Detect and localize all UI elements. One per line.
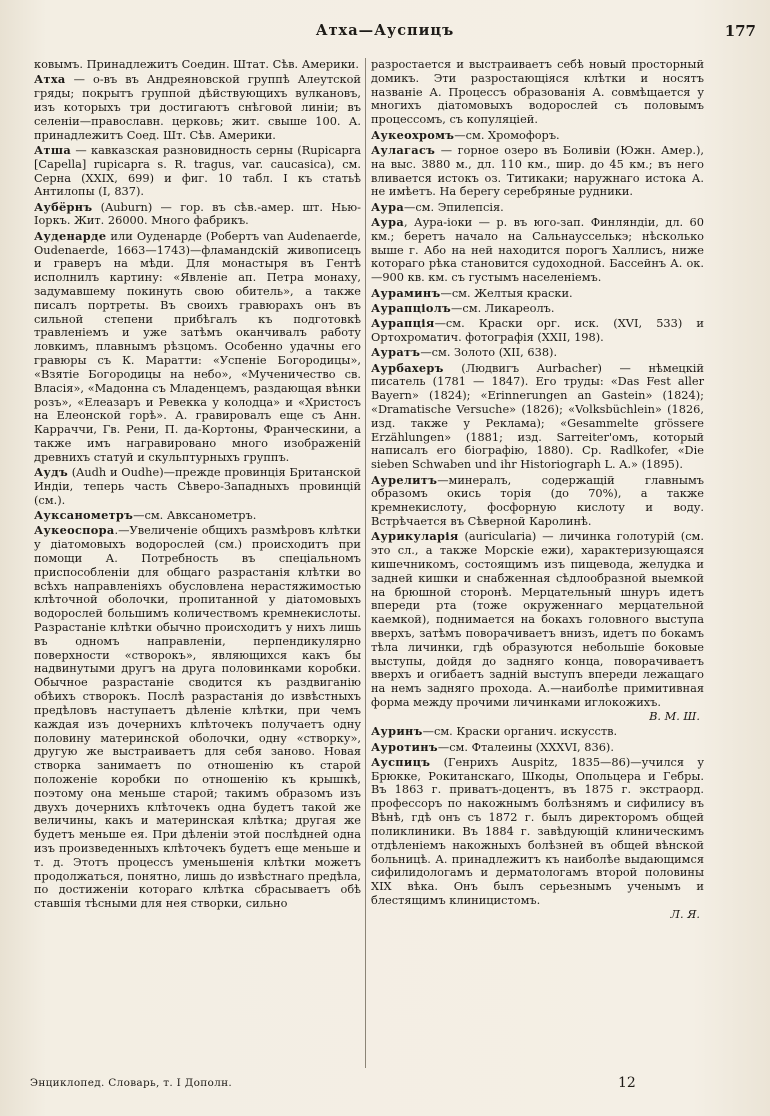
- entry-text: —см. Фталеины (XXXVI, 836).: [437, 739, 614, 754]
- dictionary-entry: [371, 741, 704, 755]
- entry-text: (Audh и Oudhe)—прежде провинція Британской Индіи, теперь часть Сѣверо-Западныхъ провинцій (см.).: [34, 465, 361, 507]
- dictionary-entry: [371, 317, 704, 345]
- footer-signature-mark: Энциклопед. Словарь, т. I Дополн.: [30, 1077, 233, 1089]
- entry-headword: Аурелитъ: [371, 472, 438, 487]
- dictionary-entry: [371, 474, 704, 529]
- author-signature: В. М. Ш.: [649, 708, 700, 723]
- entry-headword: Ауксанометръ: [34, 508, 134, 522]
- entry-text: —см. Краски орг. иск. (XVI, 533) и Ортохроматич. фотографія (XXII, 198).: [371, 316, 704, 344]
- dictionary-entry: [34, 73, 361, 142]
- dictionary-entry: [371, 201, 704, 215]
- entry-text: (auricularia) — личинка голотурій (см. это сл., а также Морскіе ежи), характеризующаяся кишечникомъ, состоящимъ изъ пищевода, желудка и задней кишки и снабженная сѣдлообразной выемкой на брюшной сторонѣ. Мерцательный шнуръ идетъ впереди рта (тоже окруженнаго мерцательной каемкой), поднимается на бокахъ головного выступа вверхъ, затѣмъ поворачиваетъ внизъ, идетъ по бокамъ тѣла личинки, гдѣ образуются небольшіе боковые выступы, дойдя до задняго конца, поворачиваетъ вверхъ и огибаетъ задній выступъ впереди лежащаго на немъ задняго прохода. А.—наиболѣе примитивная форма между прочими личинками иглокожихъ.: [371, 529, 704, 710]
- dictionary-entry: [34, 201, 361, 229]
- entry-headword: Аурбахеръ: [371, 360, 444, 375]
- entry-headword: Ауротинъ: [371, 739, 438, 754]
- running-title: Атха—Ауспицъ: [315, 22, 455, 39]
- dictionary-entry: [371, 756, 704, 922]
- entry-text: —см. Авксанометръ.: [133, 508, 257, 522]
- dictionary-entry: [34, 144, 361, 199]
- entry-headword: Аураминъ: [371, 285, 441, 300]
- entry-text: ковымъ. Принадлежитъ Соедин. Штат. Сѣв. Америки.: [34, 57, 359, 71]
- dictionary-entry: [371, 725, 704, 739]
- entry-headword: Аукеоспора: [34, 523, 115, 538]
- entry-text: (Генрихъ Auspitz, 1835—86)—учился у Брюкке, Рокитанскаго, Шкоды, Опольцера и Гебры. Въ 1863 г. приватъ-доцентъ, въ 1875 г. экстраорд. профессоръ по накожнымъ болѣзнямъ и сифилису въ Вѣнѣ, гдѣ онъ съ 1872 г. былъ директоромъ общей поликлиники. Въ 1884 г. завѣдующій клиническимъ отдѣленіемъ накожныхъ болѣзней въ общей вѣнской больницѣ. А. принадлежитъ къ наиболѣе выдающимся сифилидологамъ и дерматологамъ второй половины XIX вѣка. Онъ былъ серьезнымъ ученымъ и блестящимъ клиницистомъ.: [371, 754, 704, 907]
- entry-headword: Аура: [371, 214, 404, 229]
- entry-text: —см. Эпилепсія.: [403, 199, 504, 214]
- entry-headword: Аудъ: [34, 465, 68, 480]
- dictionary-entry: [34, 230, 361, 465]
- entry-text: .—Увеличеніе общихъ размѣровъ клѣтки у діатомовыхъ водорослей (см.) происходитъ при помощи А. Потребность въ спеціальномъ приспособленіи для общаго разрастанія клѣтки во всѣхъ направленіяхъ обусловлена нерастяжимостью клѣточной оболочки, пропитанной у діатомовыхъ водорослей большимъ количествомъ кремнекислоты. Разрастаніе клѣтки обычно происходитъ у нихъ лишь въ одномъ направленіи, перпендикулярно поверхности «створокъ», являющихся какъ бы надвинутыми другъ на друга половинками коробки. Обычное разрастаніе сводится къ раздвиганію обѣихъ створокъ. Послѣ разрастанія до извѣстныхъ предѣловъ наступаетъ дѣленіе клѣтки, при чемъ каждая изъ дочернихъ клѣточекъ получаетъ одну половину материнской оболочки, одну «створку», другую же выстраиваетъ для себя заново. Новая створка занимаетъ по отношенію къ старой положеніе коробки по отношенію къ крышкѣ, поэтому она меньше старой; такимъ образомъ изъ двухъ дочернихъ клѣточекъ одна будетъ такой же величины, какъ и материнская клѣтка; другая же будетъ меньше ея. При дѣленіи этой послѣдней одна изъ произведенныхъ клѣточекъ будетъ еще меньше и т. д. Этотъ процессъ уменьшенія клѣтки можетъ продолжаться, понятно, лишь до извѣстнаго предѣла, по достиженіи котораго клѣтка сбрасываетъ обѣ ставшія тѣсными для нея створки, сильно: [34, 523, 361, 911]
- dictionary-entry: [34, 509, 361, 523]
- entry-text: — кавказская разновидность серны (Rupicapra [Capella] rupicapra s. R. tragus, var. caucasica), см. Серна (XXIX, 699) и фиг. 10 табл. I къ статьѣ Антилопы (I, 837).: [34, 142, 361, 199]
- author-signature: Л. Я.: [670, 906, 700, 921]
- page-number: 177: [724, 22, 756, 40]
- dictionary-entry: [371, 216, 704, 285]
- dictionary-entry: [371, 362, 704, 473]
- entry-headword: Аукеохромъ: [371, 127, 455, 142]
- entry-text: —минералъ, содержащій главнымъ образомъ окись торія (до 70%), а также кремнекислоту, фосфорную кислоту и воду. Встрѣчается въ Сѣверной Каролинѣ.: [371, 472, 704, 528]
- entry-headword: Аурапціолъ: [371, 300, 452, 315]
- entry-text: —см. Желтыя краски.: [440, 285, 573, 300]
- entry-text: —см. Золото (XII, 638).: [420, 345, 558, 360]
- entry-text: , Аура-іоки — р. въ юго-зап. Финляндіи, дл. 60 км.; беретъ начало на Сальнаусселькэ; нѣсколько выше г. Або на ней находится порогъ Халлисъ, ниже котораго рѣка становится судоходной. Бассейнъ А. ок.—900 кв. км. съ густымъ населеніемъ.: [371, 214, 704, 285]
- entry-text: разростается и выстраиваетъ себѣ новый просторный домикъ. Эти разростающіяся клѣтки и носятъ названіе А. Процессъ образованія А. совмѣщается у многихъ діатомовыхъ водорослей съ половымъ процессомъ, съ копуляціей.: [371, 57, 704, 127]
- entry-text: или Оуденарде (Робертъ van Audenaerde, Oudenaerde, 1663—1743)—фламандскій живописецъ и граверъ на мѣди. Для монастыря въ Гентѣ исполнилъ картину: «Явленіе ап. Петра монаху, задумавшему покинуть свою обитель», а также писалъ портреты. Въ своихъ гравюрахъ онъ въ сильной степени прибѣгалъ къ подготовкѣ травленіемъ и уже затѣмъ оканчивалъ работу ловкимъ, плавнымъ рѣзцомъ. Особенно удачны его гравюры съ К. Маратти: «Успеніе Богородицы», «Взятіе Богородицы на небо», «Мученичество св. Власія», «Мадонна съ Младенцемъ, раздающая вѣнки розъ», «Елеазаръ и Ревекка у колодца» и «Христосъ на Елеонской горѣ». А. гравировалъ еще съ Анн. Карраччи, Гв. Рени, П. да-Кортоны, Франческини, а также имъ награвировано много изображеній древнихъ статуй и скульптурныхъ группъ.: [34, 228, 361, 464]
- entry-text: —см. Ликареолъ.: [451, 300, 555, 315]
- entry-headword: Аура: [371, 199, 404, 214]
- entry-text: — горное озеро въ Боливіи (Южн. Амер.), на выс. 3880 м., дл. 110 км., шир. до 45 км.; въ него вливается истокъ оз. Титикаки; наружнаго истока А. не имѣетъ. На берегу серебряные рудники.: [371, 142, 704, 199]
- entry-text: (Людвигъ Aurbacher) — нѣмецкій писатель (1781 — 1847). Его труды: «Das Fest aller Bayern» (1824); «Erinnerungen an Gastein» (1824); «Dramatische Versuche» (1826); «Volksbüchlein» (1826, изд. также у Реклама); «Gesammelte grössere Erzählungen» (1881; изд. Sarreiter'омъ, который написалъ его біографію, 1880). Ср. Radlkofer, «Die sieben Schwaben und ihr Historiograph L. A.» (1895).: [371, 360, 704, 472]
- entry-headword: Ауринъ: [371, 724, 423, 739]
- entry-text: — о-въ въ Андреяновской группѣ Алеутской гряды; покрытъ группой дѣйствующихъ вулкановъ, изъ которыхъ три достигаютъ снѣговой линіи; въ селеніи—православн. церковь; жит. свыше 100. А. принадлежитъ Соед. Шт. Сѣв. Америки.: [34, 72, 361, 142]
- dictionary-entry: [371, 129, 704, 143]
- dictionary-entry: [371, 530, 704, 723]
- dictionary-entry: [371, 58, 704, 127]
- dictionary-entry: [371, 144, 704, 199]
- dictionary-entry: [371, 302, 704, 316]
- column-divider: [365, 58, 366, 1068]
- right-column: [371, 57, 704, 921]
- sheet-number: 12: [618, 1075, 636, 1091]
- running-header: [0, 22, 770, 46]
- dictionary-entry: [34, 58, 361, 72]
- page-footer: [30, 1075, 730, 1095]
- entry-text: —см. Краски органич. искусств.: [422, 724, 618, 739]
- entry-text: (Auburn) — гор. въ сѣв.-амер. шт. Нью-Іоркъ. Жит. 26000. Много фабрикъ.: [34, 199, 361, 228]
- dictionary-entry: [34, 466, 361, 507]
- entry-headword: Аулагасъ: [371, 142, 436, 157]
- dictionary-entry: [34, 524, 361, 911]
- entry-headword: Аурикуларія: [371, 529, 459, 544]
- dictionary-entry: [371, 287, 704, 301]
- entry-text: —см. Хромофоръ.: [454, 127, 560, 142]
- entry-headword: Ауспицъ: [371, 754, 431, 769]
- dictionary-entry: [371, 346, 704, 360]
- entry-headword: Атша: [34, 142, 72, 157]
- entry-headword: Аубёрнъ: [34, 199, 93, 214]
- entry-headword: Аурапція: [371, 316, 435, 331]
- entry-headword: Ауденарде: [34, 228, 107, 243]
- entry-headword: Атха: [34, 72, 66, 87]
- left-column: [34, 58, 361, 1070]
- entry-headword: Ауратъ: [371, 345, 421, 360]
